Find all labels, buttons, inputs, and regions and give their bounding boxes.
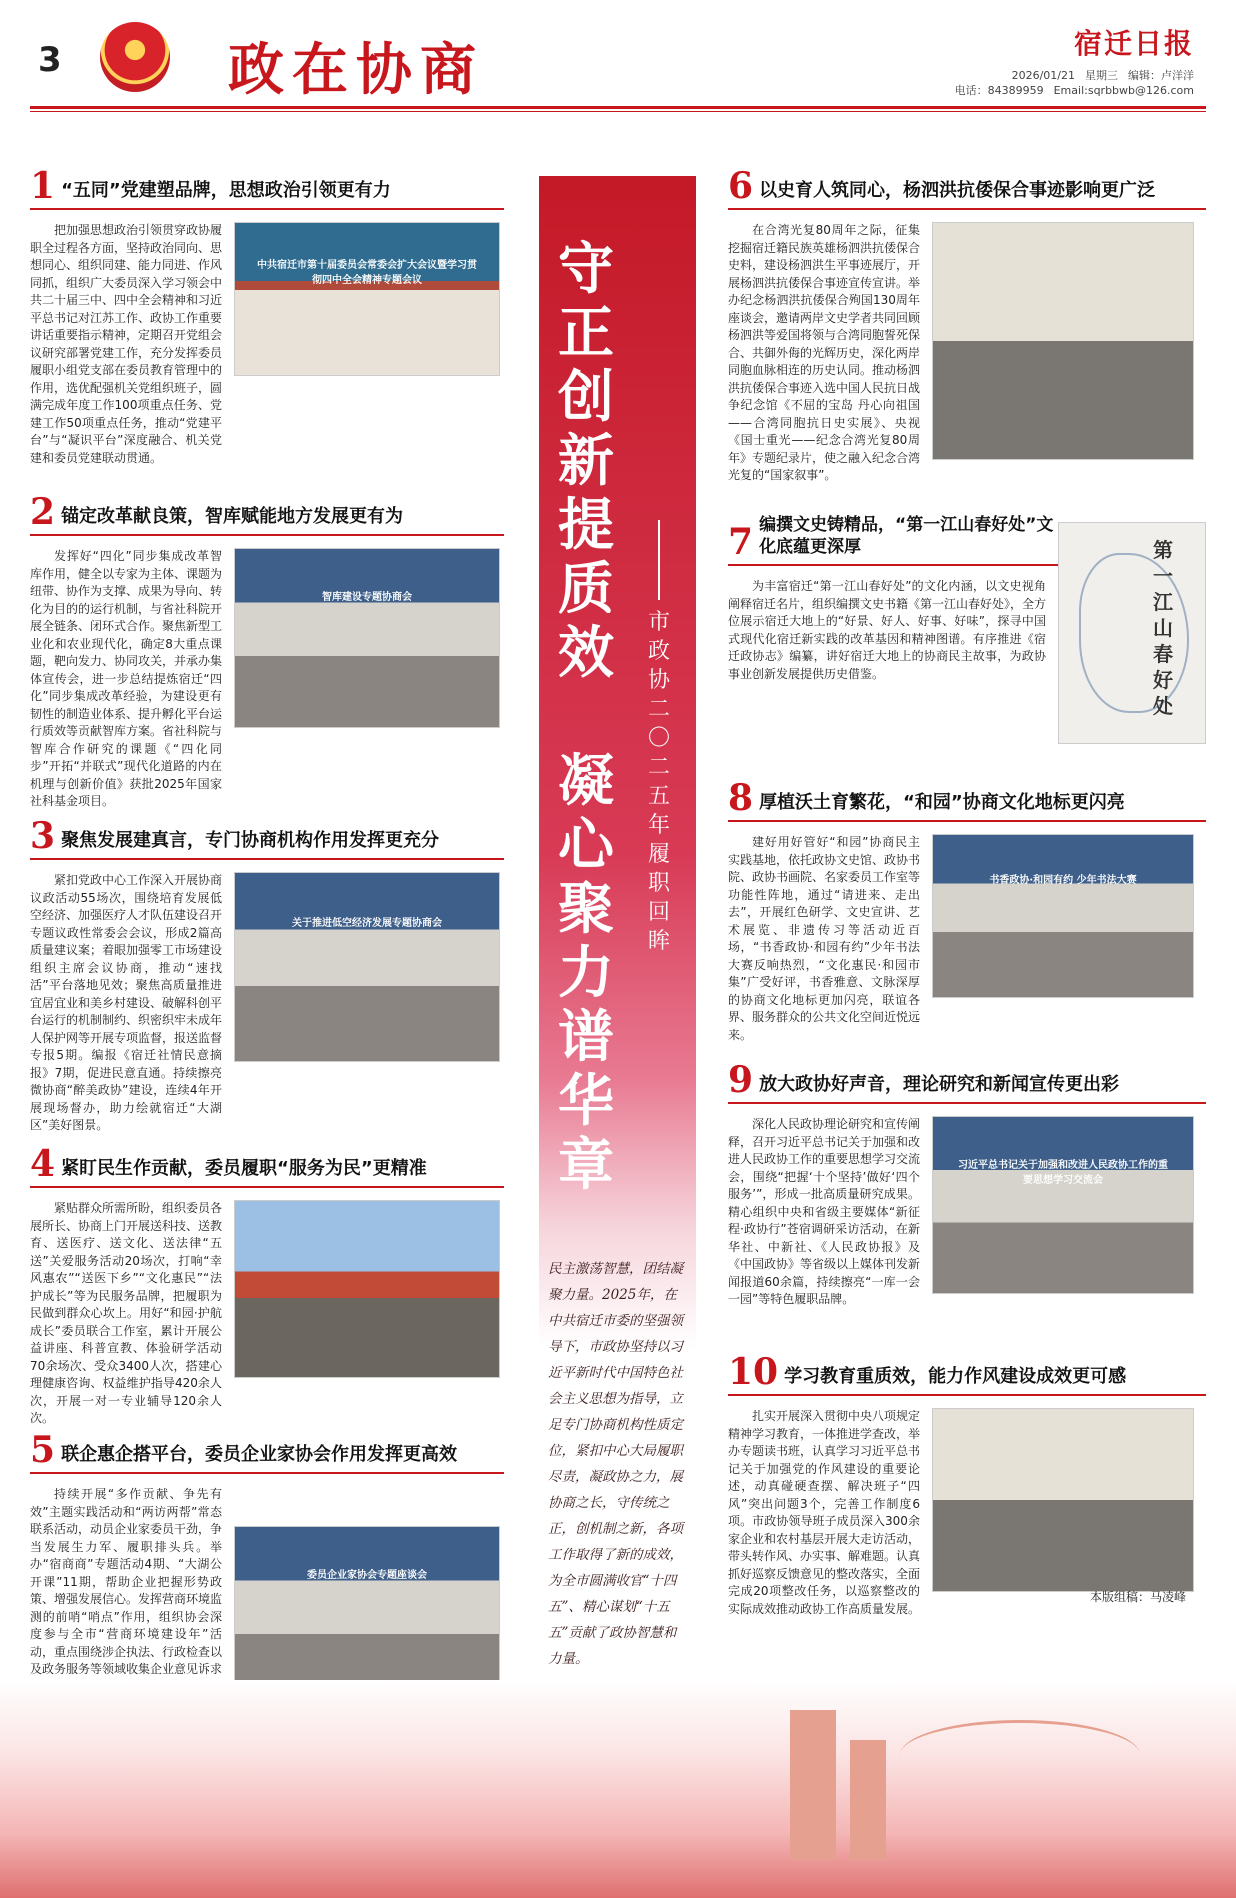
section-9 xyxy=(728,1059,1206,1312)
headline-char: 创 xyxy=(558,365,614,430)
section-2 xyxy=(30,491,504,808)
section-number: 2 xyxy=(30,491,56,533)
issue-phone: 电话：84389959 xyxy=(954,84,1044,97)
issue-date: 2026/01/21 xyxy=(1011,69,1075,82)
headline-char: 守 xyxy=(558,237,614,302)
section-text: 发挥好“四化”同步集成改革智库作用，健全以专家为主体、课题为纽带、协作为支撑、成果为导向、转化为目的的运行机制，与省社科院开展全链条、闭环式合作。聚焦新型工业化和农业现代化，确定8大重点课题，靶向发力、协同攻关，并承办集体宣传会，进一步总结提炼宿迁“四化”同步集成改革经验，为建设更有韧性的制造业体系、提升孵化平台运行质效等贡献智库方案。省社科院与智库合作研究的课题《“四化同步”开拓“并联式”现代化道路的内在机理与创新价值》获批2025年国家社科基金项目。 xyxy=(30,549,223,808)
section-number: 4 xyxy=(30,1143,56,1185)
section-photo xyxy=(932,1408,1194,1592)
page-number: 3 xyxy=(38,40,62,80)
section-8 xyxy=(728,777,1206,1042)
section-header xyxy=(30,1429,504,1474)
page-title: 政在协商 xyxy=(228,37,484,103)
subtitle-char: 年 xyxy=(647,813,670,838)
section-title: 厚植沃土育繁花，“和园”协商文化地标更闪亮 xyxy=(759,792,1125,813)
headline-char: 谱 xyxy=(558,1005,614,1070)
section-number: 7 xyxy=(728,521,754,563)
headline-char: 正 xyxy=(558,301,614,366)
photo-caption: 委员企业家协会专题座谈会 xyxy=(306,1570,427,1582)
section-photo xyxy=(932,1116,1194,1294)
main-headline xyxy=(546,238,626,1198)
subtitle-char: 回 xyxy=(647,900,670,925)
section-header xyxy=(30,1143,504,1188)
book-cover xyxy=(1058,522,1206,744)
section-text: 紧贴群众所需所盼，组织委员各展所长、协商上门开展送科技、送教育、送医疗、送文化、送法律“五送”关爱服务活动20场次，打响“幸风惠农”“送医下乡”“文化惠民”“法护成长”等为民服务品牌，把履职为民做到群众心坎上。用好“和园·护航成长”委员联合工作室，累计开展公益讲座、科普宣教、体验研学活动70余场次、受众3400人次，搭建心理健康咨询、权益维护指导420余人次，开展一对一专业辅导120余人次。 xyxy=(30,1201,223,1425)
headline-char: 心 xyxy=(558,813,614,878)
headline-subtitle xyxy=(639,520,679,956)
section-6 xyxy=(728,165,1206,482)
section-1 xyxy=(30,165,504,465)
issue-email: Email:sqrbbwb@126.com xyxy=(1053,84,1194,97)
header-rule-thin xyxy=(30,111,1206,112)
masthead xyxy=(0,0,1236,108)
photo-caption: 关于推进低空经济发展专题协商会 xyxy=(291,918,442,930)
photo-caption: 习近平总书记关于加强和改进人民政协工作的重要思想学习交流会 xyxy=(957,1159,1168,1186)
section-title: 联企惠企搭平台，委员企业家协会作用发挥更高效 xyxy=(61,1444,458,1465)
subtitle-char: 政 xyxy=(647,639,670,664)
section-photo xyxy=(234,1200,500,1378)
section-7 xyxy=(728,514,1206,754)
section-header xyxy=(728,1059,1206,1104)
section-title: 紧盯民生作贡献，委员履职“服务为民”更精准 xyxy=(61,1158,427,1179)
section-text: 在合湾光复80周年之际，征集挖掘宿迁籍民族英雄杨泗洪抗倭保合史料，建设杨泗洪生平事迹展厅，开展杨泗洪抗倭保合事迹宣传宣讲。举办纪念杨泗洪抗倭保合殉国130周年座谈会，邀请两岸文史学者共同回顾杨泗洪等爱国将领与合湾同胞誓死保合、共御外侮的光辉历史，深化两岸同胞血脉相连的历史认同。推动杨泗洪抗倭保合事迹入选中国人民抗日战争纪念馆《不屈的宝岛 丹心向祖国——合湾同胞抗日史实展》、央视《国士重光——纪念合湾光复80周年》专题纪录片，使之融入纪念合湾光复的“国家叙事”。 xyxy=(728,223,921,482)
headline-char: 新 xyxy=(558,429,614,494)
section-title: 编撰文史铸精品，“第一江山春好处”文化底蕴更深厚 xyxy=(759,515,1054,557)
pagoda-icon xyxy=(850,1740,886,1860)
section-header xyxy=(728,777,1206,822)
bridge-icon xyxy=(900,1720,1140,1790)
photo-caption: 智库建设专题协商会 xyxy=(321,592,412,604)
subtitle-dash xyxy=(658,520,660,600)
section-header xyxy=(30,815,504,860)
issue-weekday: 星期三 xyxy=(1085,69,1118,82)
section-photo xyxy=(932,222,1194,460)
subtitle-char: 协 xyxy=(647,668,670,693)
section-text: 深化人民政协理论研究和宣传阐释，召开习近平总书记关于加强和改进人民政协工作的重要思想学习交流会，围绕“把握‘十个坚持’做好‘四个服务’”，形成一批高质量研究成果。精心组织中央和省级主要媒体“新征程·政协行”苍宿调研采访活动，在新华社、中新社、《人民政协报》及《中国政协》等省级以上媒体刊发新闻报道60余篇，持续擦亮“一库一会一园”等特色履职品牌。 xyxy=(728,1117,921,1306)
subtitle-char: 职 xyxy=(647,871,670,896)
section-4 xyxy=(30,1143,504,1425)
section-photo xyxy=(234,1526,500,1706)
section-5 xyxy=(30,1429,504,1702)
headline-char: 质 xyxy=(558,557,614,622)
section-photo xyxy=(234,872,500,1062)
subtitle-char: 〇 xyxy=(647,726,670,751)
section-number: 6 xyxy=(728,165,754,207)
section-title: 学习教育重质效，能力作风建设成效更可感 xyxy=(784,1366,1127,1387)
section-photo xyxy=(234,222,500,376)
header-rule xyxy=(30,106,1206,109)
headline-char: 效 xyxy=(558,621,614,686)
section-text: 紧扣党政中心工作深入开展协商议政活动55场次，围绕培育发展低空经济、加强医疗人才队伍建设召开专题议政性常委会会议，形成2篇高质量建议案；着眼加强零工市场建设组织主席会议协商，推动“速找活”平台落地见效；聚焦高质量推进宜居宜业和美乡村建设、破解科创平台运行的机制制约、织密织牢未成年人保护网等开展专项监督，报送监督专报5期。编报《宿迁社情民意摘报》7期，促进民意直通。持续擦亮微协商“醉美政协”建设，连续4年开展现场督办，助力绘就宿迁“大湖区”美好图景。 xyxy=(30,873,223,1132)
section-text: 持续开展“多作贡献、争先有效”主题实践活动和“两访两帮”常态联系活动，动员企业家委员干劲，争当发展生力军、履职排头兵。举办“宿商商”专题活动4期、“大湖公开课”11期，帮助企业把握形势政策、增强发展信心。发挥营商环境监测的前哨“哨点”作用，组织协会深度参与全市“营商环境建设年”活动，重点围绕涉企执法、行政检查以及政务服务等领域收集企业意见诉求 xyxy=(30,1487,223,1676)
cppcc-emblem-icon xyxy=(100,22,170,92)
section-header xyxy=(30,165,504,210)
editor-credit: 本版组稿：马凌峰 xyxy=(1090,1590,1187,1604)
section-header xyxy=(728,1351,1206,1396)
section-header xyxy=(728,165,1206,210)
section-header xyxy=(30,491,504,536)
headline-char: 力 xyxy=(558,941,614,1006)
section-number: 1 xyxy=(30,165,56,207)
subtitle-char: 二 xyxy=(647,697,670,722)
headline-char: 华 xyxy=(558,1069,614,1134)
section-number: 3 xyxy=(30,815,56,857)
book-title: 第一江山春好处 xyxy=(1153,538,1173,718)
section-number: 10 xyxy=(728,1351,779,1393)
section-number: 8 xyxy=(728,777,754,819)
section-text: 扎实开展深入贯彻中央八项规定精神学习教育，一体推进学查改，举办专题读书班，认真学习习近平总书记关于加强党的作风建设的重要论述，动真碰硬查摆、解决班子“四风”突出问题3个，完善工作制度6项。市政协领导班子成员深入300余家企业和农村基层开展大走访活动，带头转作风、办实事、解难题。认真抓好巡察反馈意见的整改落实，全面完成20项整改任务，以巡察整改的实际成效推动政协工作高质量发展。 xyxy=(728,1409,921,1616)
section-title: 聚焦发展建真言，专门协商机构作用发挥更充分 xyxy=(61,830,440,851)
headline-char: 章 xyxy=(558,1133,614,1198)
issue-editor: 编辑：卢洋洋 xyxy=(1128,69,1194,82)
newspaper-logo: 宿迁日报 xyxy=(1073,27,1194,60)
photo-caption: 书香政协·和园有约 少年书法大赛 xyxy=(989,874,1137,886)
headline-char: 凝 xyxy=(558,749,614,814)
section-title: “五同”党建塑品牌，思想政治引领更有力 xyxy=(61,180,391,201)
subtitle-char: 履 xyxy=(647,842,670,867)
subtitle-char: 眸 xyxy=(647,929,670,954)
section-text: 把加强思想政治引领贯穿政协履职全过程各方面，坚持政治同向、思想同心、组织同建、能力同进、作风同抓，组织广大委员深入学习领会中共二十届三中、四中全会精神和习近平总书记对江苏工作、政协工作重要讲话重要指示精神，定期召开党组会议研究部署党建工作，充分发挥委员履职小组党支部在委员教育管理中的作用，选优配强机关党组织班子，圆满完成年度工作100项重点任务、党建工作50项重点任务，推动“党建平台”与“凝识平台”深度融合、机关党建和委员党建联动贯通。 xyxy=(30,223,223,465)
issue-meta xyxy=(945,68,1194,98)
section-title: 以史育人筑同心，杨泗洪抗倭保合事迹影响更广泛 xyxy=(759,180,1156,201)
section-photo xyxy=(234,548,500,728)
pagoda-icon xyxy=(790,1710,836,1860)
subtitle-char: 五 xyxy=(647,784,670,809)
section-text: 建好用好管好“和园”协商民主实践基地，依托政协文史馆、政协书院、政协书画院、名家委员工作室等功能性阵地，通过“请进来、走出去”，开展红色研学、文史宣讲、艺术展览、非遗传习等活动近百场，“书香政协·和园有约”少年书法大赛反响热烈，“文化惠民·和园市集”广受好评，书香雅意、文脉深厚的协商文化地标更加闪亮，联谊各界、服务群众的公共文化空间近悦远来。 xyxy=(728,835,921,1042)
section-photo xyxy=(932,834,1194,998)
photo-caption: 中共宿迁市第十届委员会常委会扩大会议暨学习贯彻四中全会精神专题会议 xyxy=(256,260,477,287)
intro-paragraph: 民主激荡智慧，团结凝聚力量。2025年，在中共宿迁市委的坚强领导下，市政协坚持以习近平新时代中国特色社会主义思想为指导，立足专门协商机构性质定位，紧扣中心大局履职尽责，凝政协之力，展协商之长，守传统之正，创机制之新，各项工作取得了新的成效，为全市圆满收官“十四五”、精心谋划“十五五”贡献了政协智慧和力量。 xyxy=(548,1261,683,1667)
headline-char: 提 xyxy=(558,493,614,558)
subtitle-char: 二 xyxy=(647,755,670,780)
subtitle-char: 市 xyxy=(647,610,670,635)
headline-char: 聚 xyxy=(558,877,614,942)
section-title: 放大政协好声音，理论研究和新闻宣传更出彩 xyxy=(759,1074,1120,1095)
section-3 xyxy=(30,815,504,1132)
section-number: 9 xyxy=(728,1059,754,1101)
section-title: 锚定改革献良策，智库赋能地方发展更有为 xyxy=(61,506,404,527)
section-text: 为丰富宿迁“第一江山春好处”的文化内涵，以文史视角阐释宿迁名片，组织编撰文史书籍《第一江山春好处》，全方位展示宿迁大地上的“好景、好人、好事、好味”，探寻中国式现代化宿迁新实践的改革基因和精神图谱。有序推进《宿迁政协志》编纂，讲好宿迁大地上的协商民主故事，为政协事业创新发展提供历史借鉴。 xyxy=(728,579,1047,681)
section-number: 5 xyxy=(30,1429,56,1471)
